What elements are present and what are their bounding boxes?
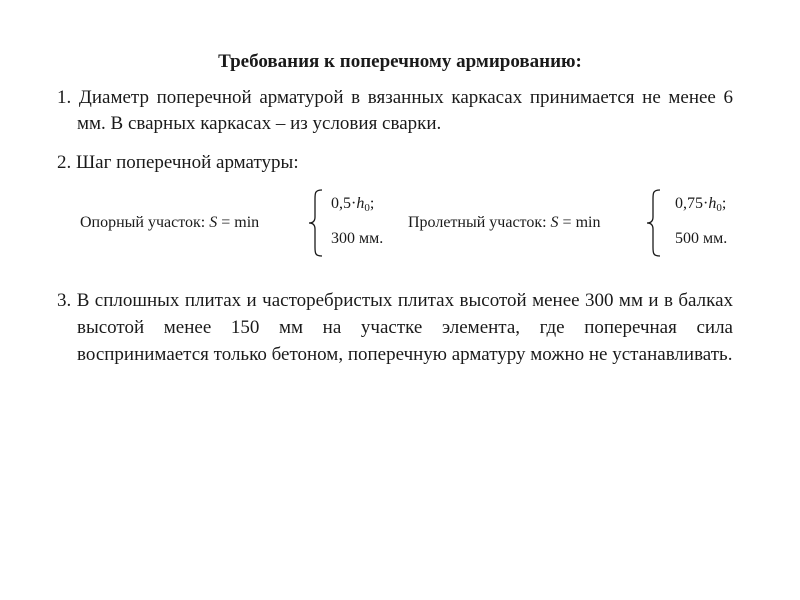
formula-subscript: 0	[364, 202, 370, 214]
item-text: В сплошных плитах и часторебристых плитах высотой менее 300 мм и в балках высотой менее 150 мм на участке элемента, где поперечная сила воспринимается только бетоном, поперечную арматуру можно не устанавливать.	[76, 290, 734, 365]
formula-subscript: 0	[716, 202, 722, 214]
support-zone-formula-label: Опорный участок: S = min	[80, 214, 260, 231]
item-number: 3.	[57, 290, 72, 311]
requirement-item-2	[57, 150, 733, 176]
left-brace-icon	[646, 189, 662, 257]
item-number: 1.	[57, 87, 72, 108]
item-text: Диаметр поперечной арматурой в вязанных каркасах принимается не менее 6 мм. В сварных каркасах – из условия сварки.	[77, 87, 734, 134]
left-brace-icon	[308, 189, 324, 257]
item-text: Шаг поперечной арматуры:	[76, 152, 299, 173]
formula-variable: S	[550, 214, 559, 231]
formula-variable: S	[209, 214, 218, 231]
formula-variable: h	[708, 195, 717, 212]
span-zone-value-1: $0,75\cdot h_0$;	[675, 195, 727, 214]
support-zone-value-1: $0,5\cdot h_0$;	[331, 195, 375, 214]
requirement-item-3	[57, 287, 733, 368]
span-zone-formula-label: Пролетный участок: S = min	[408, 214, 601, 231]
item-number: 2.	[57, 152, 72, 173]
support-zone-value-2: 300 мм.	[331, 230, 384, 247]
page-title: Требования к поперечному армированию:	[218, 51, 582, 72]
formula-variable: h	[356, 195, 365, 212]
span-zone-value-2: 500 мм.	[675, 230, 728, 247]
requirement-item-1	[57, 85, 733, 137]
